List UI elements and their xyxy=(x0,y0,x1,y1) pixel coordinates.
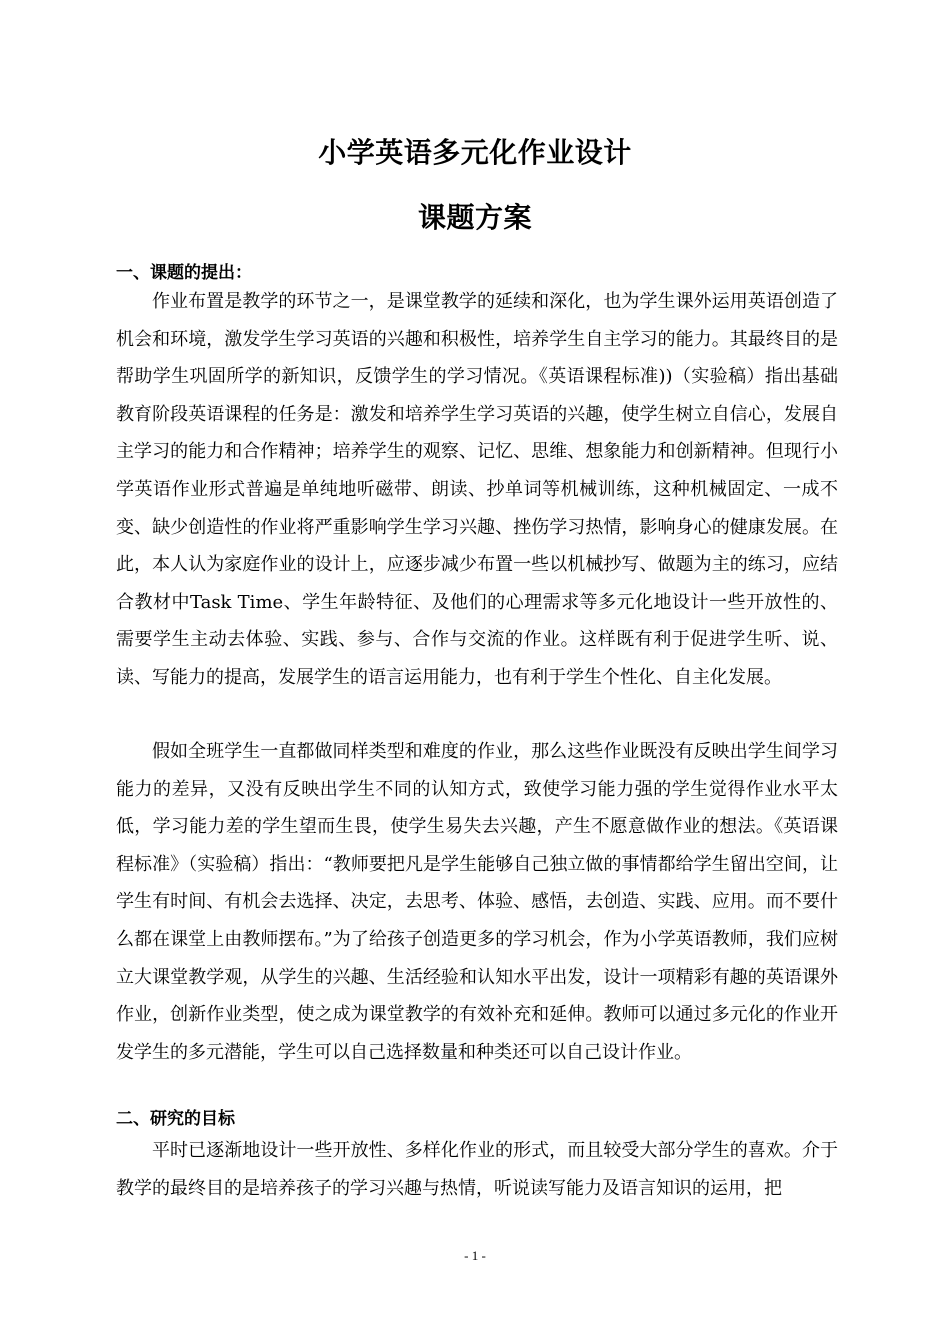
document-subtitle: 课题方案 xyxy=(417,201,532,234)
section2-paragraph-1: 平时已逐渐地设计一些开放性、多样化作业的形式，而且较受大部分学生的喜欢。介于教学的最终目的是培养孩子的学习兴趣与热情，听说读写能力及语言知识的运用，把 xyxy=(116,1140,838,1199)
section-heading-1: 一、课题的提出： xyxy=(116,263,252,283)
section1-paragraph-1: 作业布置是教学的环节之一，是课堂教学的延续和深化，也为学生课外运用英语创造了机会和环境，激发学生学习英语的兴趣和积极性，培养学生自主学习的能力。其最终目的是帮助学生巩固所学的新知识，反馈学生的学习情况。《英语课程标准))（实验稿）指出基础教育阶段英语课程的任务是：激发和培养学生学习英语的兴趣，使学生树立自信心，发展自主学习的能力和合作精神；培养学生的观察、记忆、思维、想象能力和创新精神。但现行小学英语作业形式普遍是单纯地听磁带、朗读、抄单词等机械训练，这种机械固定、一成不变、缺少创造性的作业将严重影响学生学习兴趣、挫伤学习热情，影响身心的健康发展。在此，本人认为家庭作业的设计上，应逐步减少布置一些以机械抄写、做题为主的练习，应结合教材中Task Time、学生年龄特征、及他们的心理需求等多元化地设计一些开放性的、需要学生主动去体验、实践、参与、合作与交流的作业。这样既有利于促进学生听、说、读、写能力的提高，发展学生的语言运用能力，也有利于学生个性化、自主化发展。 xyxy=(116,291,838,688)
section-heading-2: 二、研究的目标 xyxy=(116,1109,235,1129)
section1-paragraph-2: 假如全班学生一直都做同样类型和难度的作业，那么这些作业既没有反映出学生间学习能力的差异，又没有反映出学生不同的认知方式，致使学习能力强的学生觉得作业水平太低，学习能力差的学生望而生畏，使学生易失去兴趣，产生不愿意做作业的想法。《英语课程标准》（实验稿）指出：“教师要把凡是学生能够自己独立做的事情都给学生留出空间，让学生有时间、有机会去选择、决定，去思考、体验、感悟，去创造、实践、应用。而不要什么都在课堂上由教师摆布。”为了给孩子创造更多的学习机会，作为小学英语教师，我们应树立大课堂教学观，从学生的兴趣、生活经验和认知水平出发，设计一项精彩有趣的英语课外作业，创新作业类型，使之成为课堂教学的有效补充和延伸。教师可以通过多元化的作业开发学生的多元潜能，学生可以自己选择数量和种类还可以自己设计作业。 xyxy=(116,741,838,1063)
page-number: - 1 - xyxy=(464,1248,486,1263)
document-title: 小学英语多元化作业设计 xyxy=(318,136,632,169)
